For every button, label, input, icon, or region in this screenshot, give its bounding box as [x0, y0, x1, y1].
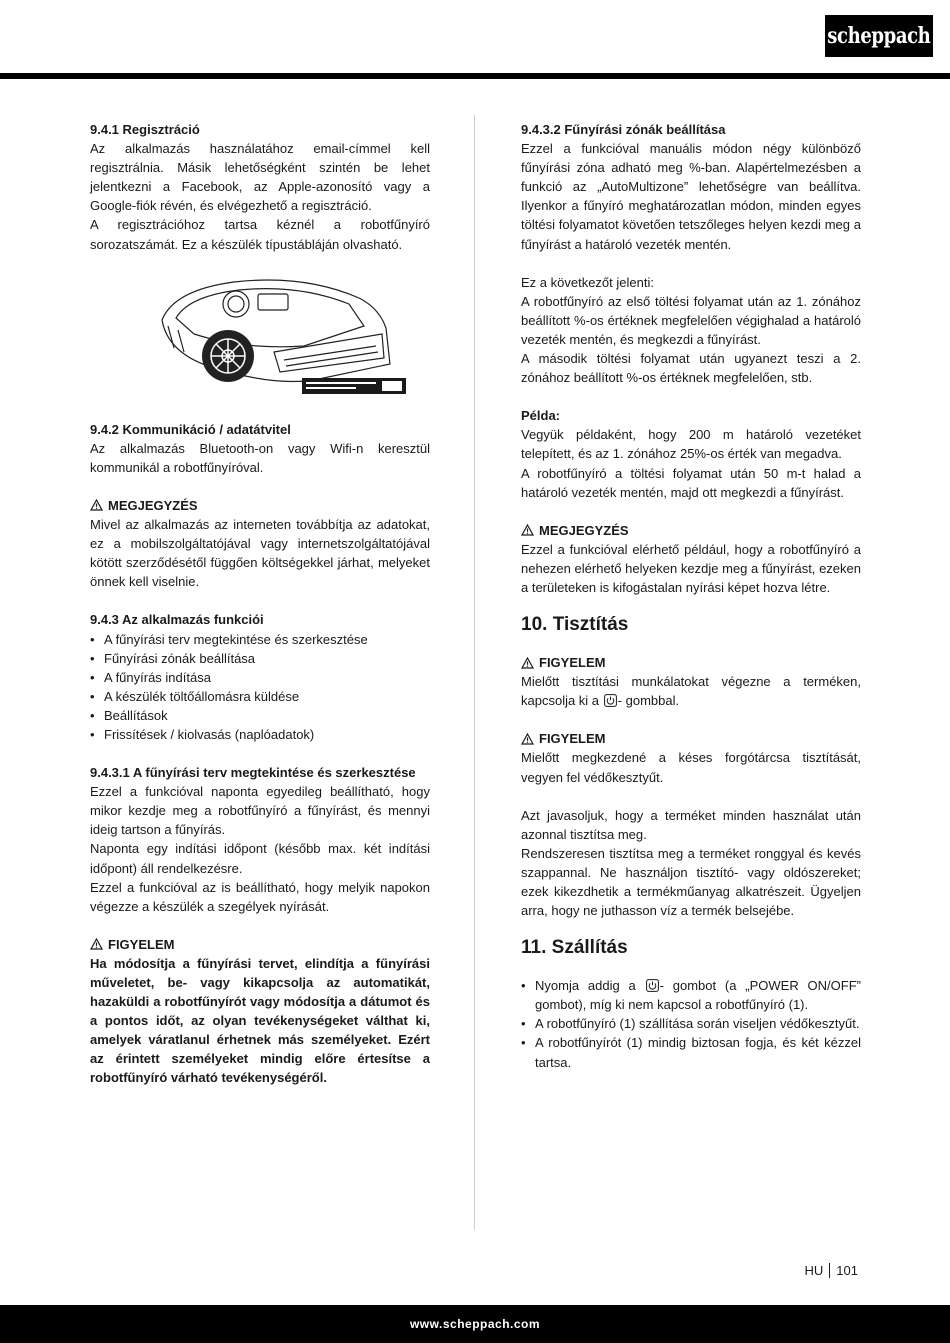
warning-3-text: Mielőtt megkezdené a késes forgótárcsa tisztítását, vegyen fel védőkesztyűt.	[521, 750, 861, 785]
page-number	[805, 1263, 858, 1278]
section-9-4-3-2-title: 9.4.3.2 Fűnyírási zónák beállítása	[521, 122, 726, 137]
transport-item-1-a: Nyomja addig a	[535, 978, 636, 994]
warning-1-heading	[90, 935, 430, 954]
cleaning-paragraph-2: Rendszeresen tisztítsa meg a terméket ronggyal és kevés szappannal. Ne használjon tisztító- vagy oldószereket; ezek kikezdhetik a termékműanyag alkatrészeit. Ügyeljen arra, hogy ne juthasson víz a termék belsejébe.	[521, 845, 861, 919]
list-item: • A robotfűnyírót (1) mindig biztosan fogja, és két kézzel tartsa.	[521, 1033, 861, 1071]
section-11-title: 11. Szállítás	[521, 937, 628, 959]
section-9-4-3-1-title: 9.4.3.1 A fűnyírási terv megtekintése és szerkesztése	[90, 765, 416, 781]
warning-1-title: FIGYELEM	[108, 936, 175, 952]
section-9-4-2-paragraph: Az alkalmazás Bluetooth-on vagy Wifi-n keresztül kommunikál a robotfűnyíróval.	[90, 440, 430, 475]
warning-triangle-icon	[90, 938, 103, 950]
header-rule	[0, 73, 950, 79]
example-paragraph-2: A robotfűnyíró a töltési folyamat után 50 m-t halad a határoló vezeték mentén, majd ott megkezdi a fűnyírást.	[521, 465, 861, 500]
section-9-4-3-title: 9.4.3 Az alkalmazás funkciói	[90, 612, 264, 628]
footer-url[interactable]: www.scheppach.com	[409, 1317, 541, 1331]
page-number-value: 101	[836, 1263, 858, 1278]
example-title: Példa:	[521, 408, 561, 424]
page-language: HU	[804, 1263, 824, 1278]
example-paragraph-1: Vegyük példaként, hogy 200 m határoló vezetéket telepített, és az 1. zónához 25%-os érték van megadva.	[521, 427, 861, 462]
section-9-4-1-title: 9.4.1 Regisztráció	[90, 122, 200, 137]
warning-2-text	[521, 672, 861, 710]
note-2-title: MEGJEGYZÉS	[539, 522, 629, 538]
warning-triangle-icon	[90, 499, 103, 511]
section-9-4-2-title: 9.4.2 Kommunikáció / adatátvitel	[90, 421, 291, 437]
app-functions-list	[90, 630, 430, 745]
brand-logo-text: scheppach	[827, 23, 931, 49]
page-number-separator	[829, 1263, 830, 1278]
warning-2-title: FIGYELEM	[539, 655, 606, 671]
list-item: • A fűnyírási terv megtekintése és szerkesztése	[90, 630, 430, 649]
warning-1-text: Ha módosítja a fűnyírási tervet, elindítja a fűnyírási műveletet, be- vagy kikapcsolja az automatikát, hazaküldi a robotfűnyírót vagy módosítja a dátumot és a pontos időt, az olyan tevékenységeket válthat ki, amelyek váratlanul érhetnek más személyeket. Ezért az érintett személyeket mindig előre értesítse a robotfűnyíró várható tevékenységéről.	[90, 955, 430, 1086]
section-9-4-1-paragraph-2: A regisztrációhoz tartsa kéznél a robotfűnyíró sorozatszámát. Ez a készülék típustábláján olvasható.	[90, 217, 430, 252]
robot-mower-illustration	[154, 268, 414, 396]
note-1-text: Mivel az alkalmazás az interneten továbbítja az adatokat, ez a mobilszolgáltatójával vagy internetszolgáltatójával kötött szerződésétől függően költségekkel járhat, melyeket önnek kell viselnie.	[90, 517, 430, 590]
section-9-4-3-2-paragraph-4: A második töltési folyamat után ugyanezt teszi a 2. zónához beállított %-os értéknek megfelelően, stb.	[521, 351, 861, 386]
warning-3-heading	[521, 729, 861, 748]
section-9-4-3-2-paragraph-2: Ez a következőt jelenti:	[521, 274, 654, 290]
section-9-4-3-2-paragraph-3: A robotfűnyíró az első töltési folyamat után az 1. zónához beállított %-os értéknek megfelelően végighalad a határoló vezeték mentén, és megkezdi a fűnyírást.	[521, 293, 861, 347]
warning-2-heading	[521, 653, 861, 672]
note-2-text: Ezzel a funkcióval elérhető például, hogy a robotfűnyíró a nehezen elérhető helyeken kezdje meg a fűnyírást, ezeken a területeken is kifogástalan nyírási képet hozva létre.	[521, 541, 861, 595]
warning-3-title: FIGYELEM	[539, 731, 606, 747]
warning-triangle-icon	[521, 657, 534, 669]
section-9-4-3-2-paragraph-1: Ezzel a funkcióval manuális módon négy különböző fűnyírási zóna adható meg %-ban. Alapértelmezésben a funkció az „AutoMultizone” lehetőségre van beállítva. Ilyenkor a fűnyíró meghatározatlan módon, minden egyes töltési folyamatot követően tetszőleges helyen kezdi meg a fűnyírást a határoló vezeték mentén.	[521, 141, 861, 252]
section-9-4-1-paragraph-1: Az alkalmazás használatához email-címmel kell regisztrálnia. Másik lehetőségként szintén be lehet jelentkezni a Facebook, az Apple-azonosító vagy a Google-fiók révén, és elvégezhető a regisztráció.	[90, 141, 430, 214]
list-item: • Beállítások	[90, 706, 430, 725]
section-10-title: 10. Tisztítás	[521, 614, 629, 636]
warning-triangle-icon	[521, 733, 534, 745]
list-item: • A fűnyírás indítása	[90, 668, 430, 687]
cleaning-paragraph-1: Azt javasoljuk, hogy a terméket minden használat után azonnal tisztítsa meg.	[521, 807, 861, 842]
power-button-icon	[646, 979, 659, 992]
right-column	[521, 120, 861, 1072]
list-item: • A készülék töltőállomásra küldése	[90, 687, 430, 706]
column-divider	[474, 115, 475, 1230]
section-9-4-3-1-paragraph-3: Ezzel a funkcióval az is beállítható, hogy melyik napokon végezze a készülék a szegélyek nyírását.	[90, 879, 430, 914]
note-1-heading	[90, 496, 430, 515]
list-item: • Fűnyírási zónák beállítása	[90, 649, 430, 668]
brand-logo	[825, 15, 933, 57]
warning-2-text-b: - gombbal.	[617, 693, 680, 709]
section-9-4-3-1-paragraph-2: Naponta egy indítási időpont (később max. két indítási időpont) áll rendelkezésre.	[90, 841, 430, 876]
warning-2-text-a: Mielőtt tisztítási munkálatokat végezne a terméken, kapcsolja ki a	[521, 674, 861, 709]
footer-bar	[0, 1305, 950, 1343]
section-9-4-3-1-paragraph-1: Ezzel a funkcióval naponta egyedileg beállítható, hogy mikor kezdje meg a robotfűnyíró a fűnyírást, és mennyi ideig tartson a fűnyírás.	[90, 784, 430, 838]
list-item: • Frissítések / kiolvasás (naplóadatok)	[90, 725, 430, 744]
note-2-heading	[521, 521, 861, 540]
transport-item-1-b: - gombot (a „POWER ON/OFF” gombot), míg ki nem kapcsol a robotfűnyíró (1).	[535, 978, 861, 1013]
list-item	[521, 976, 861, 1014]
warning-triangle-icon	[521, 524, 534, 536]
note-1-title: MEGJEGYZÉS	[108, 497, 198, 513]
power-button-icon	[604, 694, 617, 707]
left-column	[90, 120, 430, 1088]
list-item: • A robotfűnyíró (1) szállítása során viseljen védőkesztyűt.	[521, 1014, 861, 1033]
transport-list	[521, 976, 861, 1071]
